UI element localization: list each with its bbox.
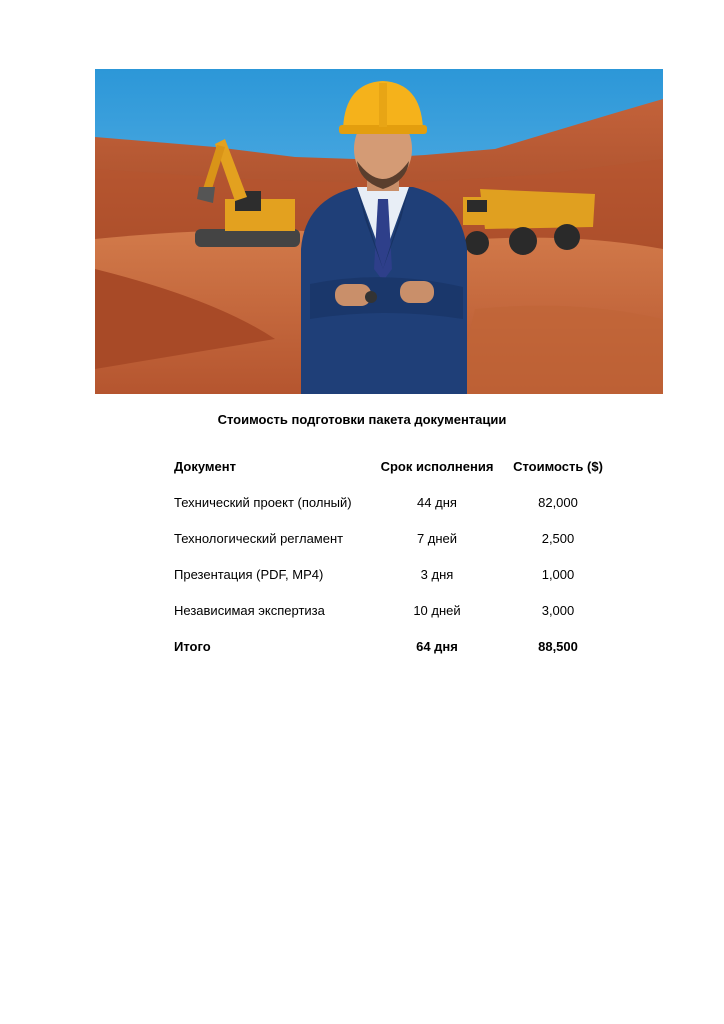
- mining-engineer-photo-icon: [95, 69, 663, 394]
- table-row: [168, 520, 614, 556]
- row-cost: 3,000: [541, 602, 575, 618]
- header-cost: Стоимость ($): [513, 458, 603, 474]
- table-row: [168, 556, 614, 592]
- table-row: [168, 484, 614, 520]
- total-label: Итого: [174, 638, 211, 654]
- page-title: Стоимость подготовки пакета документации: [217, 412, 507, 427]
- table-row: [168, 592, 614, 628]
- row-document: Технологический регламент: [174, 530, 344, 546]
- row-term: 7 дней: [416, 530, 458, 546]
- header-term: Срок исполнения: [380, 458, 494, 474]
- table-header-row: [168, 448, 614, 484]
- row-cost: 1,000: [541, 566, 575, 582]
- row-document: Технический проект (полный): [174, 494, 352, 510]
- hero-photo: [95, 69, 663, 394]
- row-cost: 82,000: [538, 494, 578, 510]
- total-term: 64 дня: [416, 638, 458, 654]
- row-document: Независимая экспертиза: [174, 602, 325, 618]
- cost-table: [168, 448, 614, 664]
- total-row: [168, 628, 614, 664]
- row-term: 44 дня: [417, 494, 457, 510]
- row-cost: 2,500: [541, 530, 575, 546]
- row-term: 3 дня: [420, 566, 454, 582]
- total-cost: 88,500: [538, 638, 578, 654]
- row-document: Презентация (PDF, MP4): [174, 566, 324, 582]
- row-term: 10 дней: [413, 602, 461, 618]
- header-document: Документ: [174, 458, 236, 474]
